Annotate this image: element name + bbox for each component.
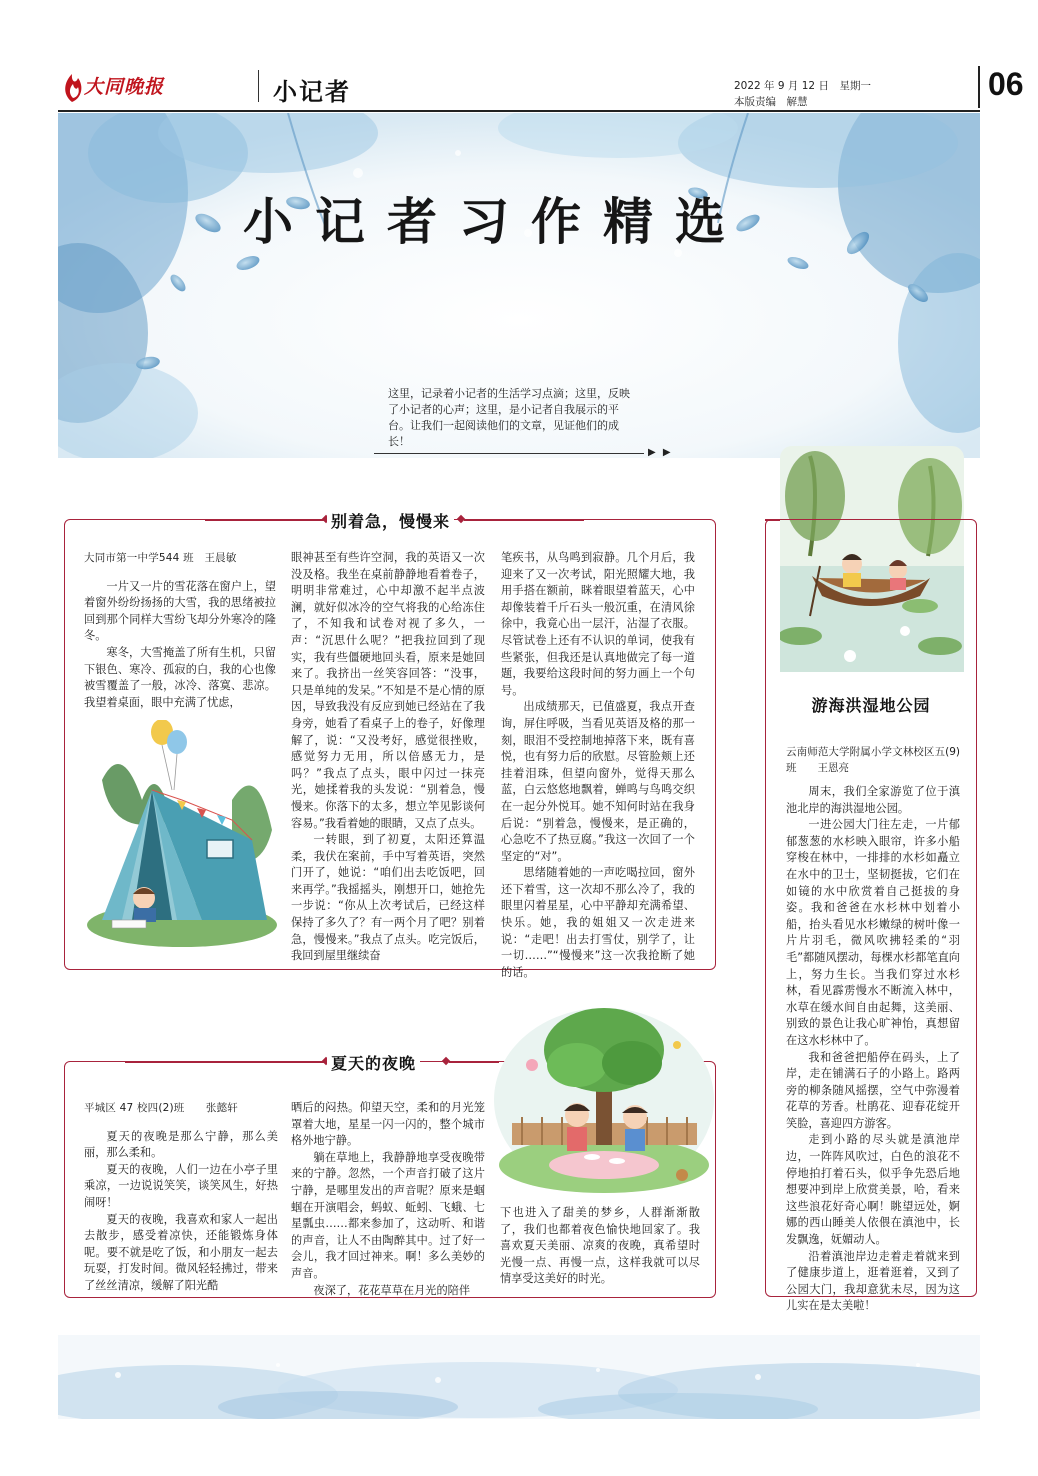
logo-text: 大同晚报 bbox=[84, 76, 165, 98]
page-number-divider bbox=[978, 66, 980, 108]
paragraph: 夜深了，花花草草在月光的陪伴 bbox=[313, 1283, 471, 1297]
intro-rule bbox=[374, 453, 644, 454]
article-2-column-2 bbox=[291, 1100, 485, 1299]
article-1-column-3 bbox=[501, 550, 695, 981]
page-number: 06 bbox=[988, 66, 1024, 102]
article-1-byline: 大同市第一中学544 班 王晨敏 bbox=[84, 552, 237, 564]
paragraph: 下也进入了甜美的梦乡，人群渐渐散了，我们也都着夜色愉快地回家了。我喜欢夏天美丽、凉爽的夜晚，真希望时光慢一点、再慢一点，这样我就可以尽情享受这美好的时光。 bbox=[500, 1206, 700, 1286]
paragraph: 思绪随着她的一声吃喝拉回，窗外还下着雪，这一次却不那么冷了，我的眼里闪着星星，心中平静却充满希望、快乐。她，我的姐姐又一次走进来说：“走吧！出去打雪仗，别学了，让一切……”“慢慢来”这一次我抢断了她的话。 bbox=[501, 866, 695, 979]
title-rule-left bbox=[765, 519, 780, 521]
paragraph: 笔疾书，从鸟鸣到寂静。几个月后，我迎来了又一次考试，阳光照耀大地，我用手搭在额前，眯着眼望着蓝天，心中却像装着千斤石头一般沉重，在清风徐徐中，我竟心出一层汗，沾湿了衣服。尽管试卷上还有不认识的单词，使我有些紧张，但我还是认真地做完了每一道题，我要给这段时间的努力画上一个句号。 bbox=[501, 551, 695, 697]
article-1-column-2 bbox=[291, 550, 485, 965]
article-2-column-3 bbox=[500, 1205, 700, 1288]
paragraph: 出成绩那天，已值盛夏，我点开查询，屏住呼吸，当看见英语及格的那一刻，眼泪不受控制地掉落下来，既有喜悦，也有努力后的欣慰。尽管脸颊上还挂着泪珠，但望向窗外，觉得天那么蓝，白云悠悠地飘着，蝉鸣与鸟鸣交织在一起分外悦耳。她不知何时站在我身后说：“别着急，慢慢来，是正确的，心急吃不了热豆腐。”我这一次回了一个坚定的“对”。 bbox=[501, 700, 695, 863]
paragraph: 一进公园大门往左走，一片郁郁葱葱的水杉映入眼帘，许多小船穿梭在林中，一排排的水杉如矗立在水中的卫士，坚韧挺拔，它们在如镜的水中欣赏着自己挺拔的身姿。我和爸爸在水杉林中划着小船，抬头看见水杉嫩绿的树叶像一片片羽毛，微风吹拂轻柔的“羽毛”都随风摆动，每棵水杉都笔直向上，努力生长。当我们穿过水杉林，看见霹雳慢水不断流入林中，水草在缓水间自由起舞，这美丽、别致的景色让我心旷神怡，真想留在这水杉林中了。 bbox=[786, 818, 960, 1047]
masthead bbox=[58, 62, 1024, 110]
article-3-title: 游海洪湿地公园 bbox=[811, 696, 931, 715]
article-2-title: 夏天的夜晚 bbox=[327, 1051, 420, 1074]
article-2-byline: 平城区 47 校四(2)班 张懿轩 bbox=[84, 1102, 239, 1114]
paragraph: 一转眼，到了初夏，太阳还算温柔，我伏在案前，手中写着英语，突然门开了，她说：“咱们出去吃饭吧，回来再学。”我摇摇头，刚想开口，她抢先一步说：“你从上次考试后，已经这样保持了多久了？有一两个月了吧？别着急，慢慢来。”我点了点头。吃完饭后，我回到屋里继续奋 bbox=[291, 833, 485, 963]
title-rule-left bbox=[125, 1061, 325, 1063]
footer-watercolor-band bbox=[58, 1335, 980, 1419]
issue-date: 2022 年 9 月 12 日 星期一 bbox=[734, 80, 871, 92]
title-rule-left bbox=[205, 519, 325, 521]
paragraph: 夏天的夜晚，人们一边在小亭子里乘凉，一边说说笑笑，谈笑风生，好热闹呀！ bbox=[84, 1162, 278, 1209]
paragraph: 一片又一片的雪花落在窗户上，望着窗外纷纷扬扬的大雪，我的思绪被拉回到那个同样大雪纷飞却分外寒冷的隆冬。 bbox=[84, 579, 276, 643]
tent-illustration bbox=[82, 720, 280, 960]
paragraph: 躺在草地上，我静静地享受夜晚带来的宁静。忽然，一个声音打破了这片宁静，是哪里发出的声音呢？原来是蝈蝈在开演唱会，蚂蚁、蚯蚓、飞蛾、七星瓢虫……都来参加了，这动听、和谐的声音，让人不由陶醉其中。过了好一会儿，我才回过神来。啊！多么美妙的声音。 bbox=[291, 1150, 485, 1280]
paragraph: 我和爸爸把船停在码头，上了岸，走在铺满石子的小路上。路两旁的柳条随风摇摆，空气中弥漫着花草的芳香。杜鹃花、迎春花绽开笑脸，喜迎四方游客。 bbox=[786, 1050, 960, 1130]
paragraph: 走到小路的尽头就是滇池岸边，一阵阵风吹过，白色的浪花不停地拍打着石头，似乎争先恐后地想要冲到岸上欣赏美景，哈，看来这些浪花好奇心啊！眺望远处，婀娜的西山睡美人依偎在滇池中，长发飘逸，妩媚动人。 bbox=[786, 1133, 960, 1247]
newspaper-logo bbox=[58, 64, 178, 104]
feature-title: 小记者习作精选 bbox=[243, 193, 747, 251]
article-1-column-1 bbox=[84, 550, 276, 711]
title-rule-right bbox=[464, 519, 584, 521]
paragraph: 夏天的夜晚，我喜欢和家人一起出去散步，感受着凉快，还能锻炼身体呢。要不就是吃了饭，和小朋友一起去玩耍，打发时间。微风轻轻拂过，带来了丝丝清凉，缓解了阳光酷 bbox=[84, 1212, 278, 1292]
picnic-illustration bbox=[492, 1005, 717, 1195]
page-editor: 本版责编 解慧 bbox=[734, 96, 808, 108]
feature-intro: 这里，记录着小记者的生活学习点滴；这里，反映了小记者的心声；这里，是小记者自我展示的平台。让我们一起阅读他们的文章，见证他们的成长！ bbox=[388, 387, 630, 448]
arrow-right-icon: ▶ ▶ bbox=[648, 447, 673, 458]
article-1-title: 别着急，慢慢来 bbox=[327, 509, 454, 532]
article-2-column-1 bbox=[84, 1100, 278, 1295]
masthead-rule bbox=[58, 110, 980, 112]
section-name: 小记者 bbox=[273, 77, 351, 106]
paragraph: 寒冬，大雪掩盖了所有生机，只留下银色、寒冷、孤寂的白，我的心也像被雪覆盖了一般，冰冷、落寞、悲凉。我望着桌面，眼中充满了忧虑， bbox=[84, 645, 276, 709]
paragraph: 晒后的闷热。仰望天空，柔和的月光笼罩着大地，星星一闪一闪的，整个城市格外地宁静。 bbox=[291, 1101, 485, 1148]
paragraph: 夏天的夜晚是那么宁静，那么美丽，那么柔和。 bbox=[84, 1129, 278, 1160]
paragraph: 眼神甚至有些许空洞，我的英语又一次没及格。我坐在桌前静静地看着卷子，明明非常难过，心中却激不起半点波澜，就好似冰冷的空气将我的心给冻住了，不知我和试卷对视了多久，一声：“沉思什么呢？”把我拉回到了现实，我有些僵硬地回头看，原来是她回来了。我挤出一丝笑容回答：“没事，只是单纯的发呆。”不知是不是心情的原因，导致我没有反应到她已经站在了我身旁，她看了看桌子上的卷子，好像理解了，说：“又没考好，感觉很挫败，感觉努力无用，所以倍感无力，是吗？”我点了点头，眼中闪过一抹亮光，她揉着我的头发说：“别着急，慢慢来。你落下的太多，想立竿见影谈何容易。”我看着她的眼睛，又点了点头。 bbox=[291, 551, 485, 830]
paragraph: 周末，我们全家游览了位于滇池北岸的海洪湿地公园。 bbox=[786, 785, 960, 815]
masthead-divider bbox=[258, 70, 259, 102]
article-3-column bbox=[786, 744, 960, 1315]
paragraph: 沿着滇池岸边走着走着就来到了健康步道上，逛着逛着，又到了公园大门，我却意犹未尽，因为这儿实在是太美啦！ bbox=[786, 1249, 960, 1313]
article-3-byline: 云南师范大学附属小学文林校区五(9)班 王恩亮 bbox=[786, 746, 960, 774]
